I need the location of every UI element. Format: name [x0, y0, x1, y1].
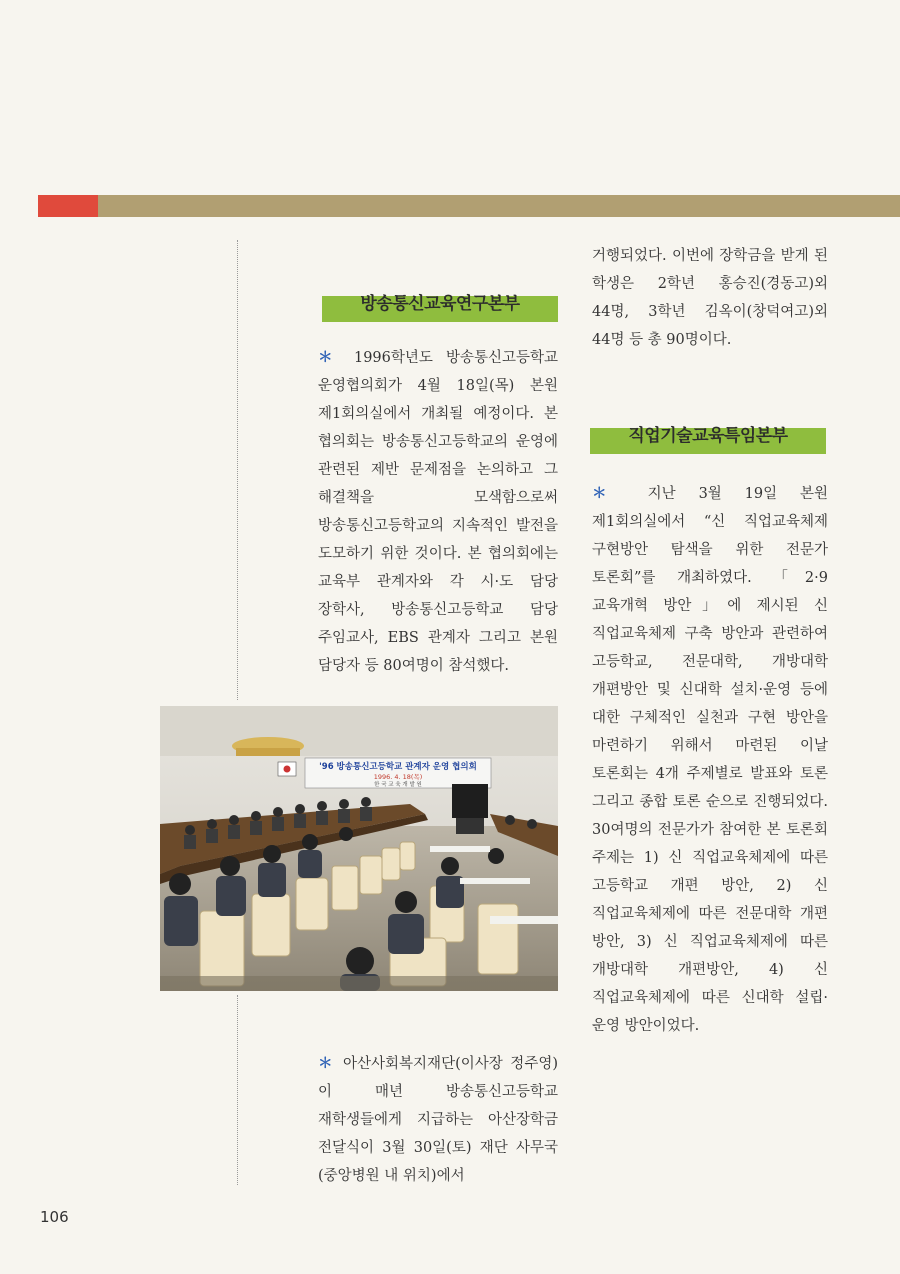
page-number: 106 — [40, 1208, 69, 1226]
section-title-broadcast: 방송통신교육연구본부 — [360, 294, 520, 314]
column-divider-top — [237, 240, 238, 700]
bullet-star: ＊ — [318, 1055, 336, 1072]
vocational-paragraph-text: 지난 3월 19일 본원 제1회의실에서 “신 직업교육체제 구현방안 탐색을 위한 전문가 토론회”를 개최하였다. 「2·9 교육개혁 방안」에 제시된 신 직업교육체제 구축 방안과 관련하여 고등학교, 전문대학, 개방대학 개편방안 및 신대학 설치·운영 등에 대한 구체적인 실천과 구현 방안을 마련하기 위해서 마련된 이날 토론회는 4개 주제별로 발표와 토론 그리고 종합 토론 순으로 진행되었다. 30여명의 전문가가 참여한 본 토론회 주제는 1) 신 직업교육체제에 따른 고등학교 개편 방안, 2) 신 직업교육체제에 따른 전문대학 개편 방안, 3) 신 직업교육체제에 따른 개방대학 개편방안, 4) 신 직업교육체제에 따른 신대학 설립·운영 방안이었다. — [592, 486, 829, 1034]
vocational-paragraph — [592, 480, 828, 1040]
header-bar — [38, 195, 900, 217]
broadcast-paragraph-1-text: 1996학년도 방송통신고등학교 운영협의회가 4월 18일(목) 본원 제1회의실에서 개최될 예정이다. 본 협의회는 방송통신고등학교의 운영에 관련된 제반 문제점을 논의하고 그 해결책을 모색함으로써 방송통신고등학교의 지속적인 발전을 도모하기 위한 것이다. 본 협의회에는 교육부 관계자와 각 시·도 담당 장학사, 방송통신고등학교 담당 주임교사, EBS 관계자 그리고 본원 담당자 등 80여명이 참석했다. — [318, 350, 559, 674]
meeting-photo — [160, 706, 558, 991]
broadcast-paragraph-2 — [318, 1050, 558, 1190]
header-accent — [38, 195, 98, 217]
broadcast-paragraph-2-continued: 거행되었다. 이번에 장학금을 받게 된 학생은 2학년 홍승진(경동고)외 44명, 3학년 김옥이(창덕여고)외 44명 등 총 90명이다. — [592, 248, 828, 348]
broadcast-paragraph-2-text: 아산사회복지재단(이사장 정주영)이 매년 방송통신고등학교 재학생들에게 지급하는 아산장학금 전달식이 3월 30일(토) 재단 사무국(중앙병원 내 위치)에서 — [318, 1056, 558, 1184]
photo-banner-org: 한 국 교 육 개 발 원 — [374, 782, 422, 788]
section-title-vocational: 직업기술교육특임본부 — [628, 426, 788, 446]
broadcast-paragraph-1 — [318, 344, 558, 680]
section-tag-broadcast — [322, 296, 558, 322]
bullet-star: ＊ — [318, 349, 341, 366]
section-tag-vocational — [590, 428, 826, 454]
meeting-photo-illustration — [160, 706, 558, 991]
bullet-star: ＊ — [592, 485, 625, 502]
photo-banner-title: '96 방송통신고등학교 관계자 운영 협의회 — [319, 762, 477, 772]
column-divider-bottom — [237, 995, 238, 1185]
photo-banner-date: 1996. 4. 18(목) — [373, 773, 423, 781]
